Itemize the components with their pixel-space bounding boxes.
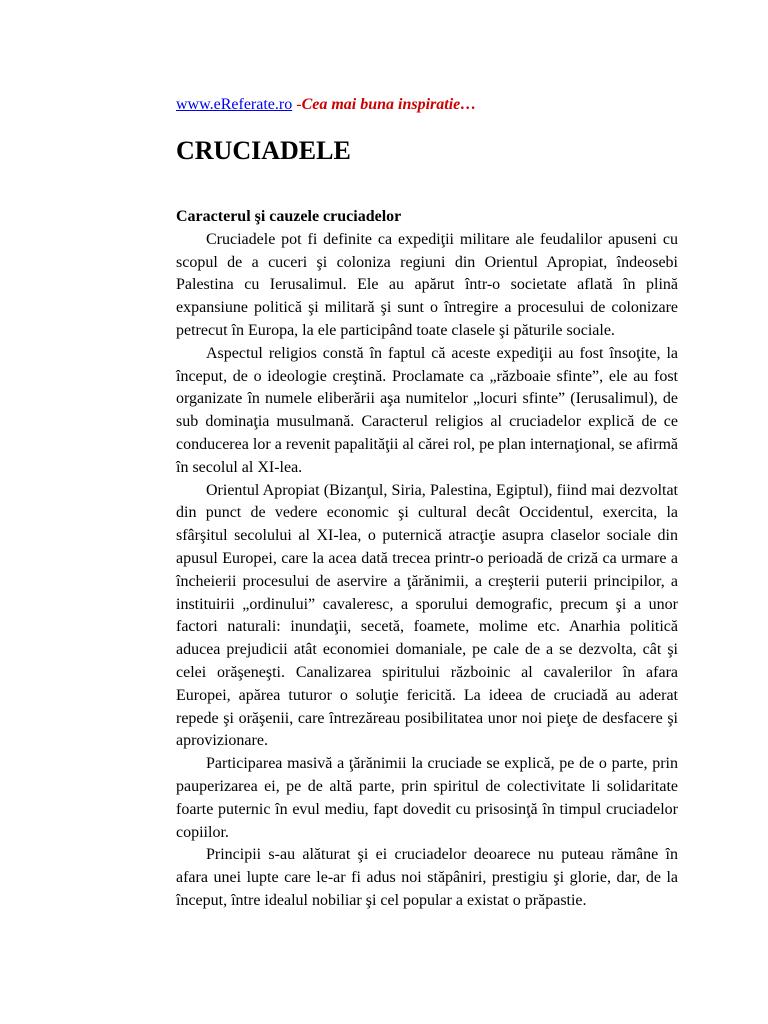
site-header — [176, 94, 678, 116]
paragraph-text: Participarea masivă a ţărănimii la cruciade se explică, pe de o parte, prin pauperizarea ei, pe de altă parte, prin spiritul de colectivitate li solidaritate foarte puternic în evul mediu, fapt dovedit cu prisosinţă în timpul cruciadelor copiilor. — [176, 755, 678, 841]
header-dash: - — [296, 96, 302, 113]
paragraph-text: Cruciadele pot fi definite ca expediţii militare ale feudalilor apuseni cu scopul de a cuceri şi coloniza regiuni din Orientul Apropiat, îndeosebi Palestina cu Ierusalimul. Ele au apărut într-o societate aflată în plină expansiune politică şi militară şi sunt o întregire a procesului de colonizare petrecut în Europa, la ele participând toate clasele şi păturile sociale. — [176, 230, 678, 339]
page-content — [176, 94, 678, 909]
paragraph-3 — [176, 480, 678, 754]
document-body — [176, 206, 678, 913]
paragraph-text: Orientul Apropiat (Bizanţul, Siria, Palestina, Egiptul), fiind mai dezvoltat din punct de vedere economic şi cultural decât Occidentul, exercita, la sfârşitul secolului al XI-lea, o puternică atracţie asupra claselor sociale din apusul Europei, care la acea dată trecea printr-o perioadă de criză ca urmare a încheierii procesului de aservire a ţărănimii, a creşterii puterii principilor, a instituirii „ordinului” cavaleresc, a sporului demografic, precum şi a unor factori naturali: inundaţii, secetă, foamete, molime etc. Anarhia politică aducea prejudicii atât economiei domaniale, pe cale de a se dezvolta, cât şi celei orăşeneşti. Canalizarea spiritului războinic al cavalerilor în afara Europei, apărea tuturor o soluţie fericită. La ideea de cruciadă au aderat repede şi orăşenii, care întrezăreau posibilitatea unor noi pieţe de desfacere şi aprovizionare. — [176, 481, 678, 750]
paragraph-2 — [176, 343, 678, 480]
paragraph-text: Aspectul religios constă în faptul că aceste expediţii au fost însoţite, la început, de o ideologie creştină. Proclamate ca „războaie sfinte”, ele au fost organizate în numele eliberării aşa numitelor „locuri sfinte” (Ierusalimul), de sub dominaţia musulmană. Caracterul religios al cruciadelor explică de ce conducerea lor a revenit papalităţii al cărei rol, pe plan internaţional, se afirmă în secolul al XI-lea. — [176, 344, 678, 476]
section-heading: Caracterul şi cauzele cruciadelor — [176, 208, 402, 225]
paragraph-4 — [176, 753, 678, 844]
paragraph-5 — [176, 844, 678, 912]
document-title: CRUCIADELE — [176, 136, 351, 165]
site-slogan: Cea mai buna inspiratie… — [301, 96, 477, 113]
paragraph-text: Principii s-au alăturat şi ei cruciadelor deoarece nu puteau rămâne în afara unei lupte care le-ar fi adus noi stăpâniri, prestigiu şi glorie, dar, de la început, între idealul nobiliar şi cel popular a existat o prăpastie. — [176, 846, 678, 909]
site-link[interactable]: www.eReferate.ro — [176, 96, 293, 113]
paragraph-1 — [176, 229, 678, 343]
